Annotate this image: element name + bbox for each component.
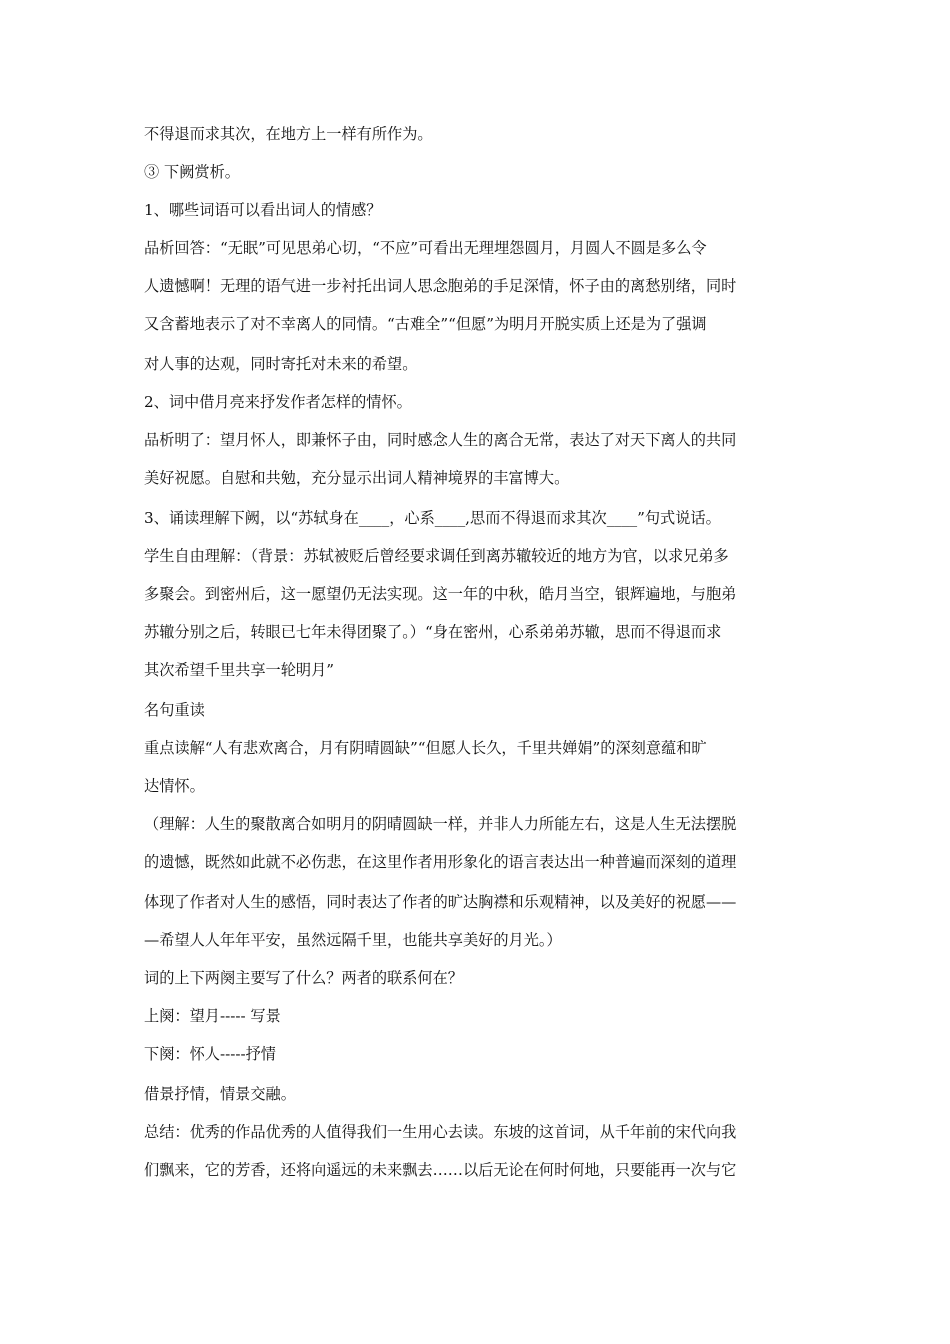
text-line: 借景抒情，情景交融。 xyxy=(144,1085,296,1103)
section-heading: 1、哪些词语可以看出词人的情感？ xyxy=(144,201,382,219)
text-line: 达情怀。 xyxy=(144,777,205,795)
text-line: 美好祝愿。自慰和共勉，充分显示出词人精神境界的丰富博大。 xyxy=(144,469,570,487)
text-line: ③ 下阙赏析。 xyxy=(144,163,240,181)
section-heading: 2、词中借月亮来抒发作者怎样的情怀。 xyxy=(144,393,412,411)
text-line: 人遗憾啊！无理的语气进一步衬托出词人思念胞弟的手足深情，怀子由的离愁别绪，同时 xyxy=(144,277,737,295)
text-line: 重点读解“人有悲欢离合，月有阴晴圆缺”“但愿人长久，千里共婵娟”的深刻意蕴和旷 xyxy=(144,739,707,757)
section-heading: 词的上下两阕主要写了什么？两者的联系何在？ xyxy=(144,969,463,987)
text-line: 品析明了：望月怀人，即兼怀子由，同时感念人生的离合无常，表达了对天下离人的共同 xyxy=(144,431,737,449)
text-line: 的遗憾，既然如此就不必伤悲，在这里作者用形象化的语言表达出一种普遍而深刻的道理 xyxy=(144,853,737,871)
text-line: 其次希望千里共享一轮明月” xyxy=(144,661,335,679)
text-line: 们飘来，它的芳香，还将向遥远的未来飘去……以后无论在何时何地，只要能再一次与它 xyxy=(144,1161,737,1179)
text-line: —希望人人年年平安，虽然远隔千里，也能共享美好的月光。） xyxy=(144,931,562,949)
text-line: 苏辙分别之后，转眼已七年未得团聚了。）“身在密州，心系弟弟苏辙，思而不得退而求 xyxy=(144,623,722,641)
text-line: 品析回答：“无眠”可见思弟心切，“不应”可看出无理埋怨圆月，月圆人不圆是多么令 xyxy=(144,239,707,257)
text-line: 对人事的达观，同时寄托对未来的希望。 xyxy=(144,355,418,373)
text-line: 又含蓄地表示了对不幸离人的同情。“古难全”“但愿”为明月开脱实质上还是为了强调 xyxy=(144,315,707,333)
section-heading: 名句重读 xyxy=(144,701,205,719)
text-line: （理解：人生的聚散离合如明月的阴晴圆缺一样，并非人力所能左右，这是人生无法摆脱 xyxy=(144,815,737,833)
text-line: 不得退而求其次，在地方上一样有所作为。 xyxy=(144,125,433,143)
text-line: 学生自由理解：（背景：苏轼被贬后曾经要求调任到离苏辙较近的地方为官，以求兄弟多 xyxy=(144,547,729,565)
text-line: 多聚会。到密州后，这一愿望仍无法实现。这一年的中秋，皓月当空，银辉遍地，与胞弟 xyxy=(144,585,737,603)
text-line: 总结：优秀的作品优秀的人值得我们一生用心去读。东坡的这首词，从千年前的宋代向我 xyxy=(144,1123,737,1141)
text-line: 体现了作者对人生的感悟，同时表达了作者的旷达胸襟和乐观精神，以及美好的祝愿—— xyxy=(144,893,737,911)
text-line: 下阕：怀人-----抒情 xyxy=(144,1045,276,1063)
text-line: 上阕：望月----- 写景 xyxy=(144,1007,281,1025)
section-heading: 3、诵读理解下阙，以“苏轼身在____，心系____,思而不得退而求其次____”句式说话。 xyxy=(144,509,721,527)
